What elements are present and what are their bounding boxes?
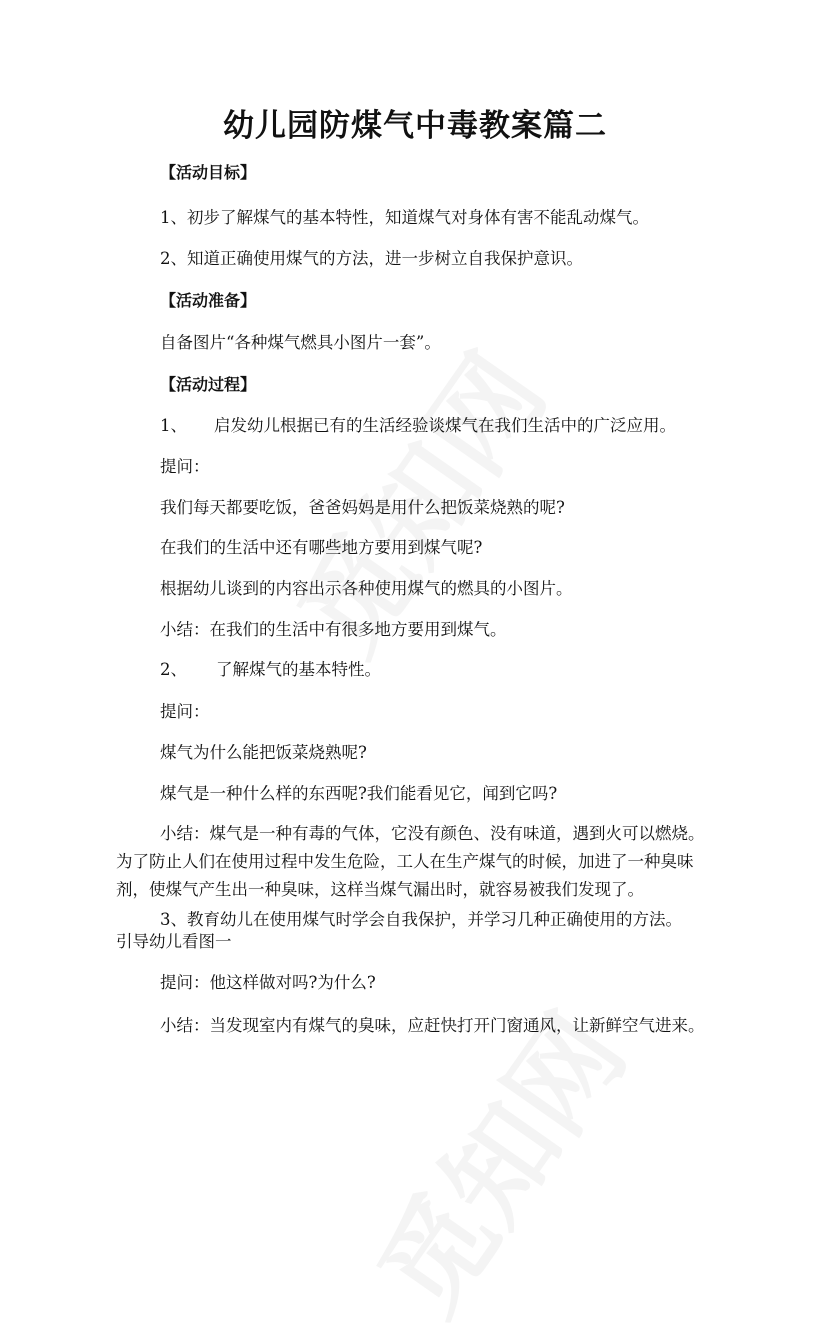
step-text: 了解煤气的基本特性。 [216, 660, 381, 679]
section-heading-goals: 【活动目标】 [160, 163, 257, 182]
summary-paragraph: 小结：煤气是一种有毒的气体，它没有颜色、没有味道，遇到火可以燃烧。为了防止人们在使用过程中发生危险，工人在生产煤气的时候，加进了一种臭味剂，使煤气产生出一种臭味，这样当煤气漏出时，就容易被我们发现了。 [116, 824, 705, 899]
section-heading-prep: 【活动准备】 [160, 291, 257, 310]
body-text: 引导幼儿看图一 [116, 932, 232, 951]
question-text: 在我们的生活中还有哪些地方要用到煤气呢? [160, 538, 483, 557]
goal-item: 2、知道正确使用煤气的方法，进一步树立自我保护意识。 [160, 249, 583, 268]
step-number: 1、 [160, 416, 187, 435]
summary-text: 小结：当发现室内有煤气的臭味，应赶快打开门窗通风，让新鲜空气进来。 [160, 1016, 705, 1035]
question-text: 煤气是一种什么样的东西呢?我们能看见它，闻到它吗? [160, 784, 558, 803]
document-title: 幼儿园防煤气中毒教案篇二 [223, 108, 607, 144]
summary-text: 小结：在我们的生活中有很多地方要用到煤气。 [160, 620, 507, 639]
question-label: 提问： [160, 457, 210, 476]
step-text: 启发幼儿根据已有的生活经验谈煤气在我们生活中的广泛应用。 [214, 416, 676, 435]
question-label: 提问： [160, 702, 210, 721]
goal-item: 1、初步了解煤气的基本特性，知道煤气对身体有害不能乱动煤气。 [160, 208, 649, 227]
question-text: 提问：他这样做对吗?为什么? [160, 973, 376, 992]
step-text: 3、教育幼儿在使用煤气时学会自我保护，并学习几种正确使用的方法。 [160, 910, 682, 929]
prep-text: 自备图片“各种煤气燃具小图片一套”。 [160, 333, 441, 352]
question-text: 我们每天都要吃饭，爸爸妈妈是用什么把饭菜烧熟的呢? [160, 498, 565, 517]
body-text: 根据幼儿谈到的内容出示各种使用煤气的燃具的小图片。 [160, 579, 573, 598]
section-heading-process: 【活动过程】 [160, 375, 257, 394]
step-number: 2、 [160, 660, 187, 679]
question-text: 煤气为什么能把饭菜烧熟呢? [160, 743, 367, 762]
